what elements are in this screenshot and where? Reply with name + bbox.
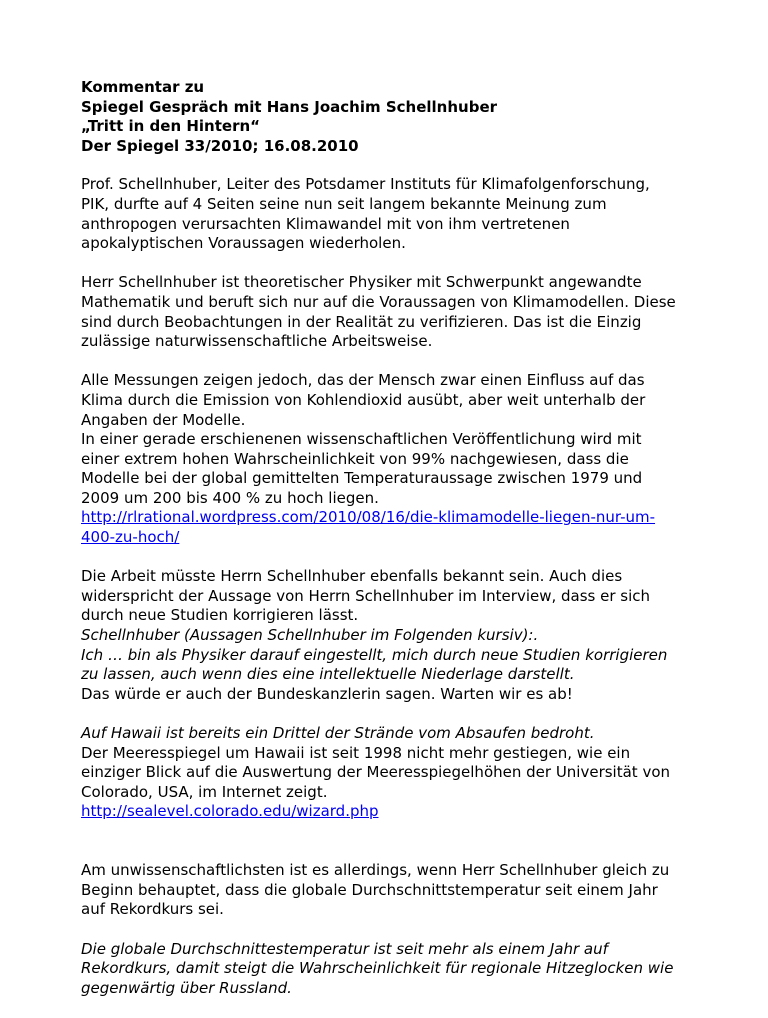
document-heading (81, 78, 681, 156)
paragraph-correction (81, 567, 681, 704)
heading-line-4: Der Spiegel 33/2010; 16.08.2010 (81, 136, 359, 155)
rlrational-link[interactable]: http://rlrational.wordpress.com/2010/08/16/die-klimamodelle-liegen-nur-um-400-zu-hoch/ (81, 508, 656, 547)
document-page (81, 78, 681, 1018)
quote-physicist-italic: Ich … bin als Physiker darauf eingestellt, mich durch neue Studien korrigieren zu lassen, auch wenn dies eine intellektuelle Niederlage darstellt. (81, 645, 668, 684)
quote-intro-italic: Schellnhuber (Aussagen Schellnhuber im Folgenden kursiv):. (81, 626, 539, 645)
correction-text: Die Arbeit müsste Herrn Schellnhuber ebenfalls bekannt sein. Auch dies widerspricht der Aussage von Herrn Schellnhuber im Interview, dass er sich durch neue Studien korrigieren lässt. (81, 567, 651, 625)
heading-line-3: „Tritt in den Hintern“ (81, 117, 261, 136)
measurements-text: Alle Messungen zeigen jedoch, das der Mensch zwar einen Einfluss auf das Klima durch die Emission von Kohlendioxid ausübt, aber weit unterhalb der Angaben der Modelle. (81, 371, 646, 429)
heading-line-2: Spiegel Gespräch mit Hans Joachim Schellnhuber (81, 97, 498, 116)
quote-hawaii-italic: Auf Hawaii ist bereits ein Drittel der Strände vom Absaufen bedroht. (81, 724, 595, 742)
sealevel-link[interactable]: http://sealevel.colorado.edu/wizard.php (81, 802, 379, 821)
paragraph-unscientific: Am unwissenschaftlichsten ist es allerdings, wenn Herr Schellnhuber gleich zu Beginn behauptet, dass die globale Durchschnittstemperatur seit einem Jahr auf Rekordkurs sei. (81, 861, 670, 919)
paragraph-measurements (81, 371, 681, 547)
chancellor-text: Das würde er auch der Bundeskanzlerin sagen. Warten wir es ab! (81, 684, 573, 703)
heading-line-1: Kommentar zu (81, 78, 205, 96)
sealevel-text: Der Meeresspiegel um Hawaii ist seit 1998 nicht mehr gestiegen, wie ein einziger Blick auf die Auswertung der Meeresspiegelhöhen der Universität von Colorado, USA, im Internet zeigt. (81, 743, 671, 801)
paragraph-physicist: Herr Schellnhuber ist theoretischer Physiker mit Schwerpunkt angewandte Mathematik und beruft sich nur auf die Voraussagen von Klimamodellen. Diese sind durch Beobachtungen in der Realität zu verifizieren. Das ist die Einzig zulässige naturwissenschaftliche Arbeitsweise. (81, 273, 676, 351)
paragraph-hawaii (81, 724, 681, 822)
paragraph-intro: Prof. Schellnhuber, Leiter des Potsdamer Instituts für Klimafolgenforschung, PIK, durfte auf 4 Seiten seine nun seit langem bekannte Meinung zum anthropogen verursachten Klimawandel mit von ihm vertretenen apokalyptischen Voraussagen wiederholen. (81, 175, 650, 253)
blank-line (81, 842, 681, 862)
quote-record-italic: Die globale Durchschnittestemperatur ist seit mehr als einem Jahr auf Rekordkurs, damit steigt die Wahrscheinlichkeit für regionale Hitzeglocken wie gegenwärtig über Russland. (81, 939, 674, 997)
publication-text: In einer gerade erschienenen wissenschaftlichen Veröffentlichung wird mit einer extrem hohen Wahrscheinlichkeit von 99% nachgewiesen, dass die Modelle bei der global gemittelten Temperaturaussage zwischen 1979 und 2009 um 200 bis 400 % zu hoch liegen. (81, 430, 643, 507)
